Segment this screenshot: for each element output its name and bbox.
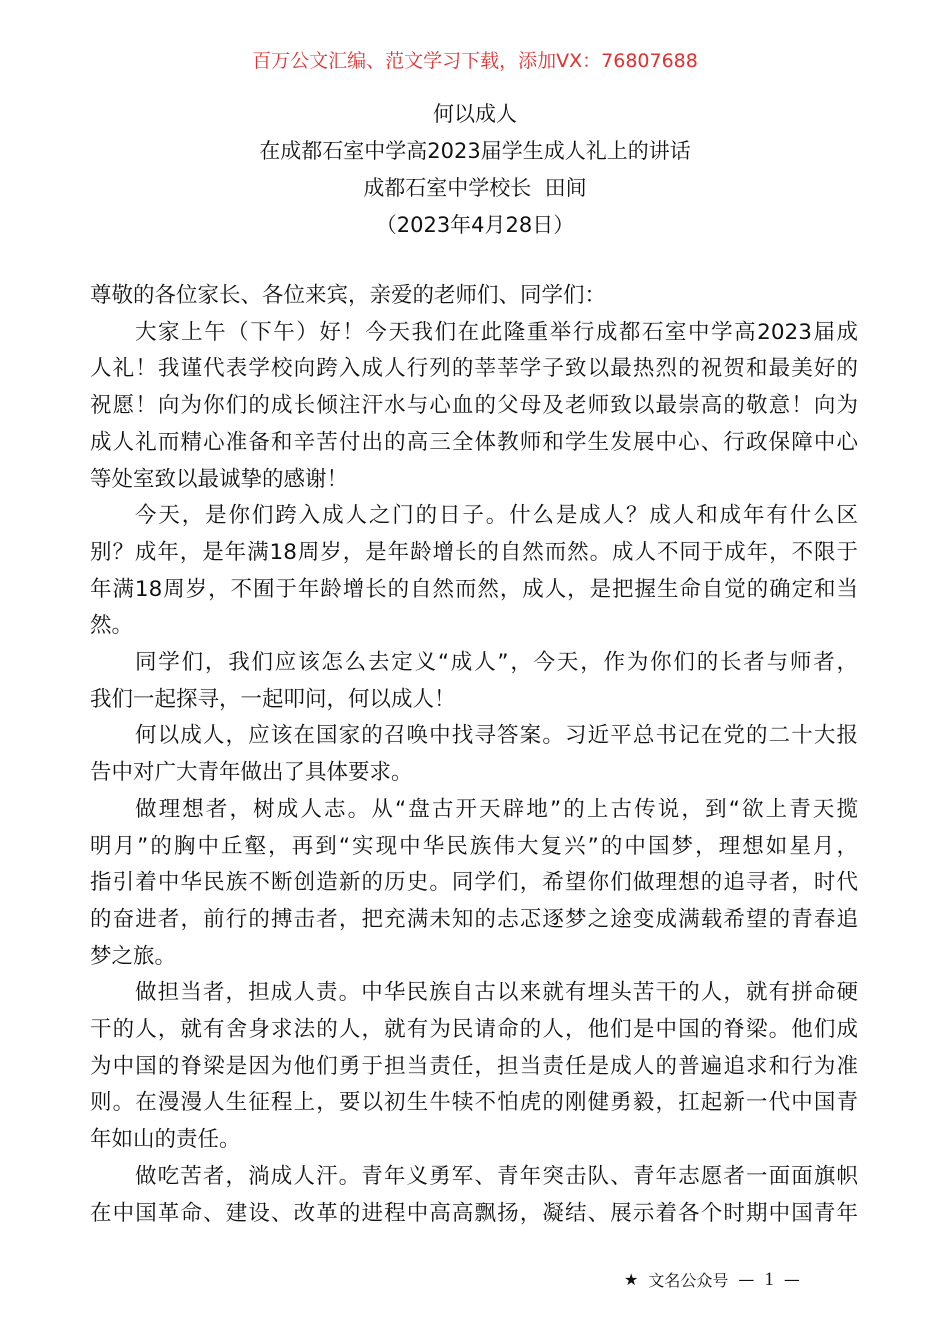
text-line: 为中国的脊梁是因为他们勇于担当责任，担当责任是成人的普遍追求和行为准 — [90, 1053, 858, 1079]
text-line: 在中国革命、建设、改革的进程中高高飘扬，凝结、展示着各个时期中国青年 — [90, 1200, 858, 1226]
text-line: 大家上午（下午）好！今天我们在此隆重举行成都石室中学高2023届成 — [135, 319, 858, 345]
paragraph — [90, 718, 858, 791]
page-footer — [624, 1268, 800, 1291]
paragraph — [90, 1159, 858, 1232]
text-line: 年满18周岁，不囿于年龄增长的自然而然，成人，是把握生命自觉的确定和当 — [90, 576, 858, 602]
text-line: 做吃苦者，淌成人汗。青年义勇军、青年突击队、青年志愿者一面面旗帜 — [135, 1163, 858, 1189]
dash-left: — — [738, 1270, 755, 1289]
speech-subtitle: 在成都石室中学高2023届学生成人礼上的讲话 — [259, 139, 691, 163]
paragraph — [90, 792, 858, 976]
footer-brand: 文名公众号 — [648, 1271, 729, 1290]
text-line: 然。 — [90, 613, 134, 639]
text-line: 今天，是你们跨入成人之门的日子。什么是成人？成人和成年有什么区 — [135, 503, 858, 529]
text-line: 成人礼而精心准备和辛苦付出的高三全体教师和学生发展中心、行政保障中心 — [90, 429, 858, 455]
text-line: 尊敬的各位家长、各位来宾，亲爱的老师们、同学们： — [90, 283, 607, 308]
speaker: 成都石室中学校长 田间 — [363, 176, 587, 200]
text-line: 干的人，就有舍身求法的人，就有为民请命的人，他们是中国的脊梁。他们成 — [90, 1017, 858, 1043]
speech-body — [90, 278, 858, 1232]
speech-date: （2023年4月28日） — [375, 213, 575, 237]
text-line: 同学们，我们应该怎么去定义“成人”，今天，作为你们的长者与师者， — [135, 650, 858, 676]
text-line: 何以成人，应该在国家的召唤中找寻答案。习近平总书记在党的二十大报 — [135, 723, 858, 749]
text-line: 别？成年，是年满18周岁，是年龄增长的自然而然。成人不同于成年，不限于 — [90, 539, 858, 565]
text-line: 年如山的责任。 — [90, 1127, 241, 1153]
text-line: 梦之旅。 — [90, 943, 177, 969]
text-line: 做理想者，树成人志。从“盘古开天辟地”的上古传说，到“欲上青天揽 — [135, 796, 858, 822]
text-line: 指引着中华民族不断创造新的历史。同学们，希望你们做理想的追寻者，时代 — [90, 870, 858, 896]
star-icon: ★ — [624, 1270, 639, 1289]
text-line: 则。在漫漫人生征程上，要以初生牛犊不怕虎的刚健勇毅，扛起新一代中国青 — [90, 1090, 858, 1116]
paragraph — [90, 315, 858, 499]
text-line: 人礼！我谨代表学校向跨入成人行列的莘莘学子致以最热烈的祝贺和最美好的 — [90, 356, 858, 382]
dash-right: — — [783, 1270, 800, 1289]
download-banner: 百万公文汇编、范文学习下载，添加VX：76807688 — [252, 50, 698, 72]
text-line: 等处室致以最诚挚的感谢！ — [90, 466, 349, 492]
paragraph — [90, 498, 858, 645]
page-number: 1 — [764, 1268, 774, 1290]
text-line: 明月”的胸中丘壑，再到“实现中华民族伟大复兴”的中国梦，理想如星月， — [90, 833, 858, 859]
text-line: 告中对广大青年做出了具体要求。 — [90, 760, 413, 786]
title-block — [0, 96, 950, 244]
speech-title: 何以成人 — [433, 102, 517, 126]
text-line: 做担当者，担成人责。中华民族自古以来就有埋头苦干的人，就有拼命硬 — [135, 980, 858, 1006]
paragraph — [90, 645, 858, 718]
text-line: 的奋进者，前行的搏击者，把充满未知的忐忑逐梦之途变成满载希望的青春追 — [90, 906, 858, 932]
paragraph — [90, 278, 858, 315]
paragraph — [90, 975, 858, 1159]
text-line: 我们一起探寻，一起叩问，何以成人！ — [90, 686, 456, 712]
text-line: 祝愿！向为你们的成长倾注汗水与心血的父母及老师致以最崇高的敬意！向为 — [90, 393, 858, 419]
